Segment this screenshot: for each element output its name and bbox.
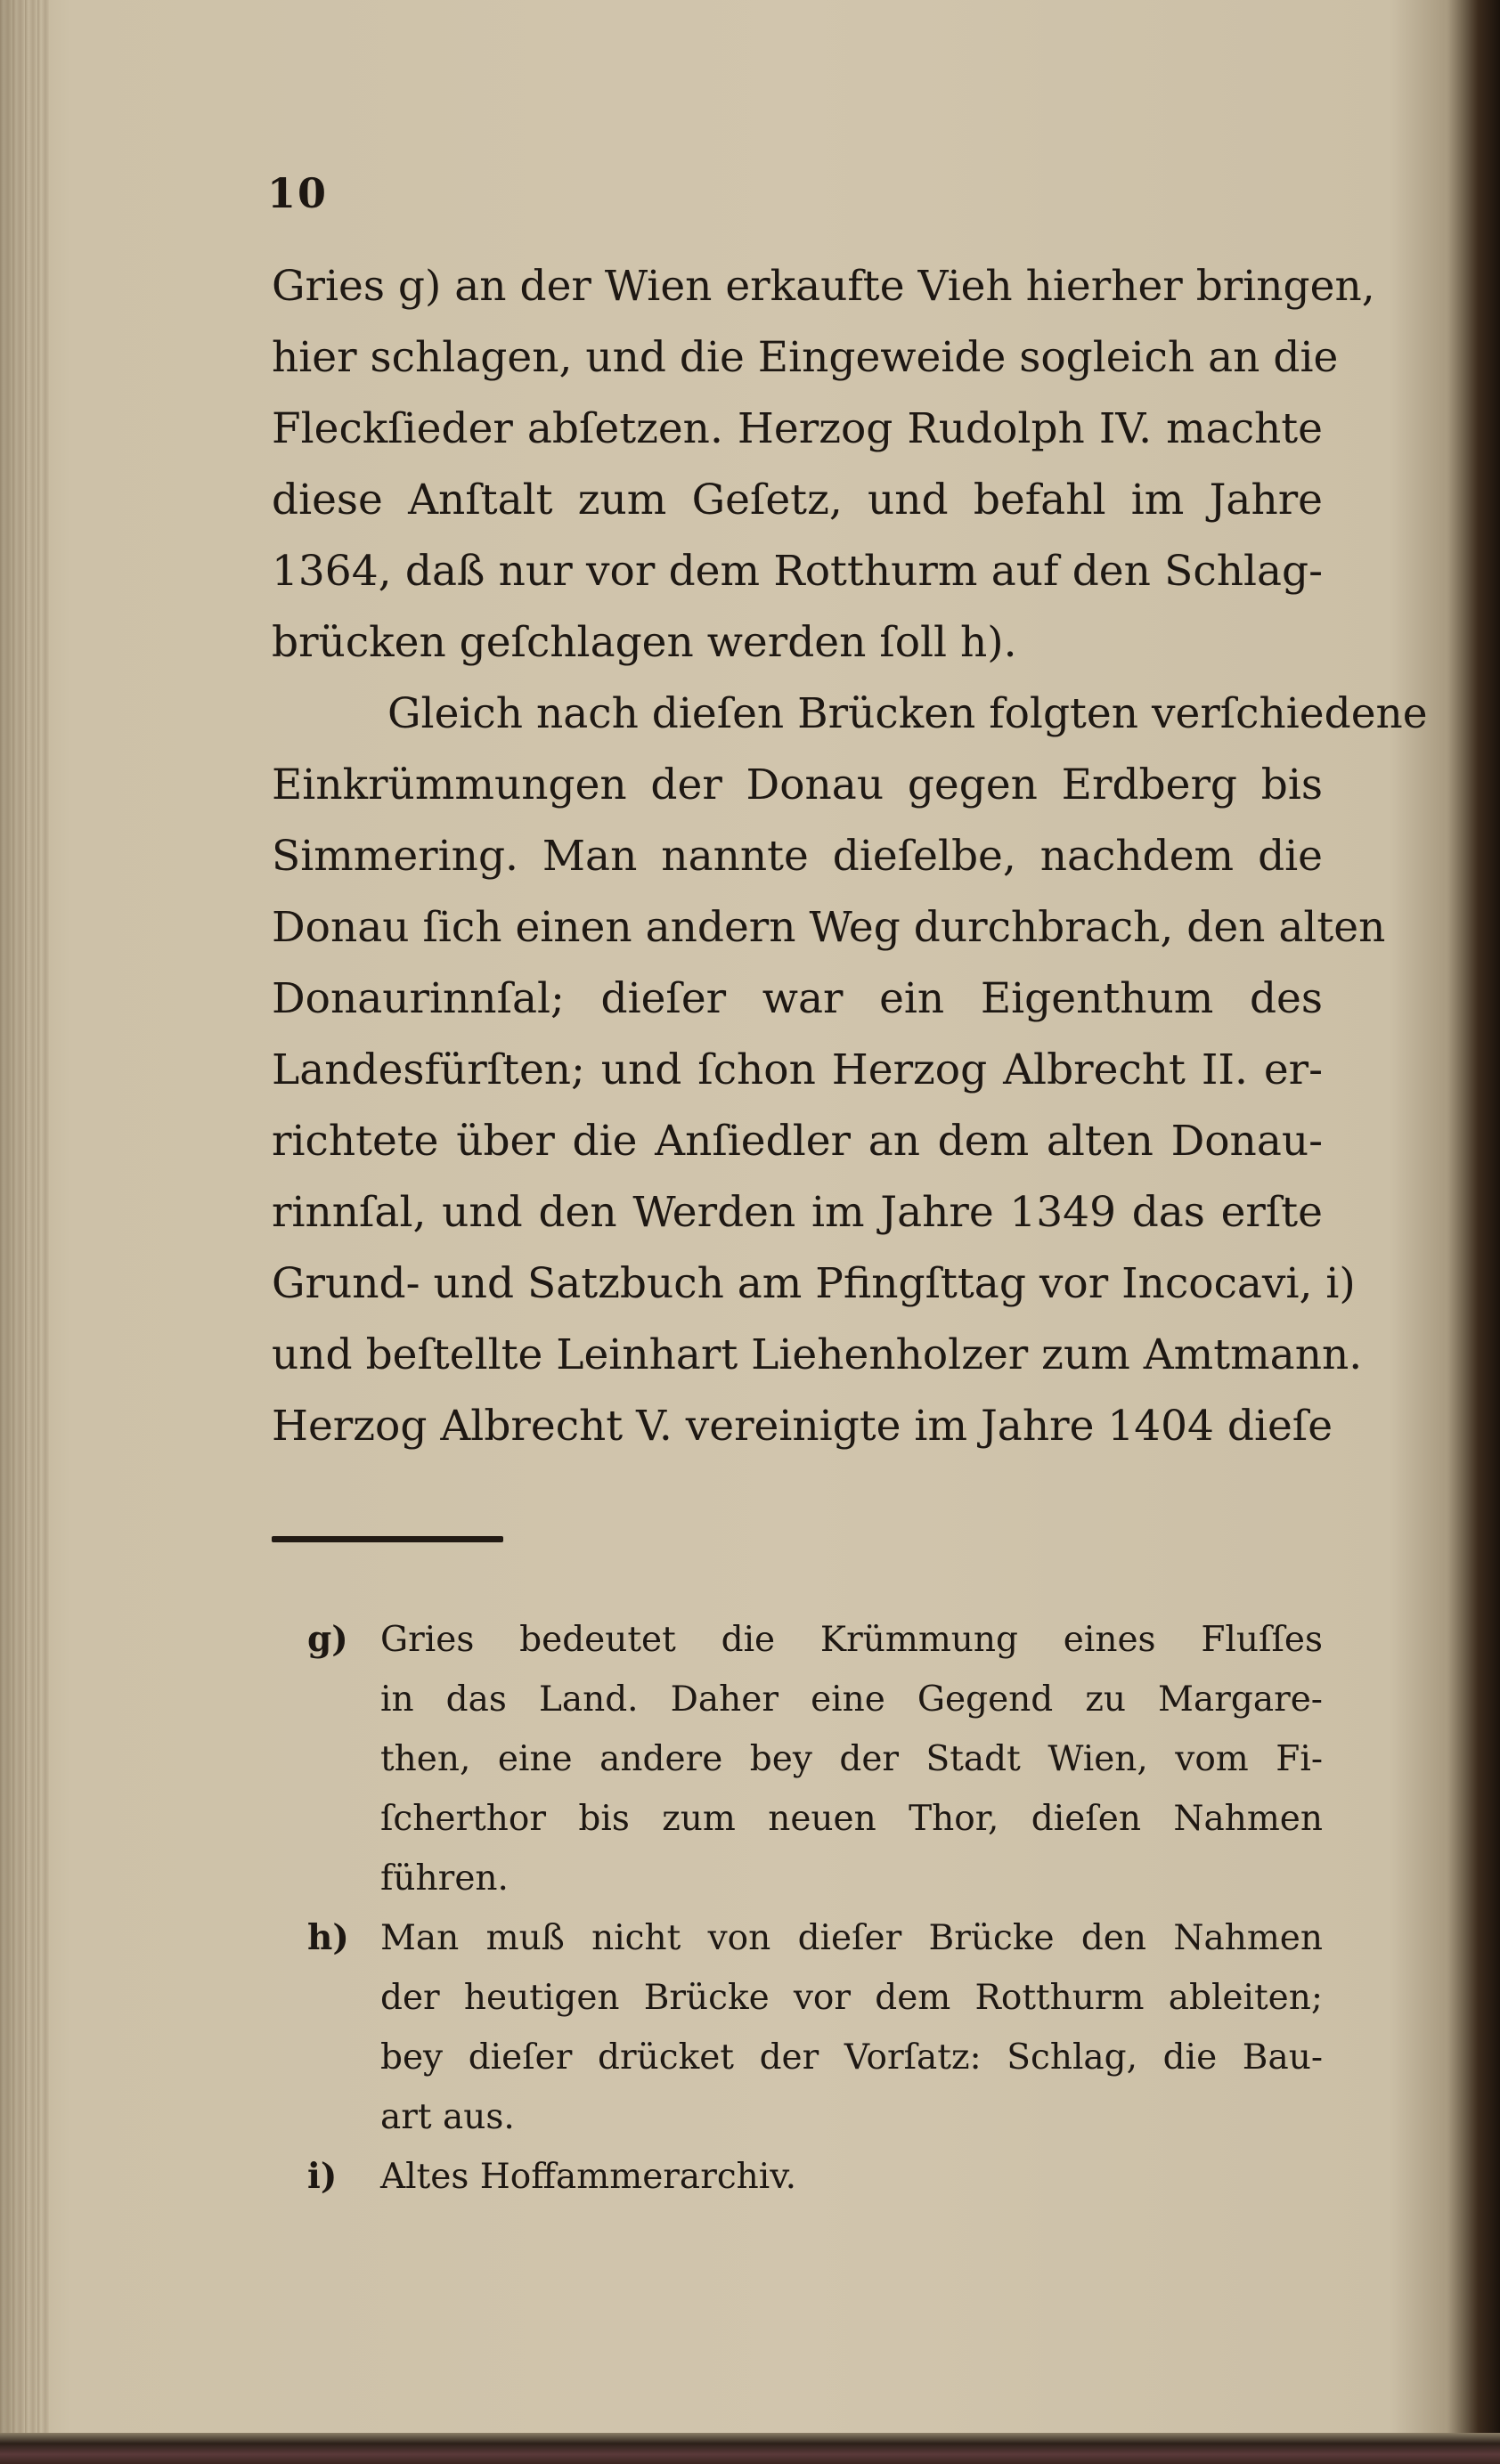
body-line: Simmering. Man nannte dieſelbe, nachdem die: [272, 832, 1323, 881]
footnote-line: Altes Hoffammerarchiv.: [380, 2157, 797, 2197]
body-line: brücken geſchlagen werden ſoll h).: [272, 618, 1017, 667]
footnote-separator-rule: [272, 1536, 503, 1542]
body-line: und beſtellte Leinhart Liehenholzer zum Amtmann.: [272, 1330, 1363, 1379]
body-line: rinnſal, und den Werden im Jahre 1349 das erſte: [272, 1188, 1323, 1237]
footnote-h: [307, 1908, 1323, 2147]
footnote-i: [307, 2147, 1323, 2207]
footnote-line: in das Land. Daher eine Gegend zu Margare-: [380, 1679, 1323, 1720]
body-line: diese Anſtalt zum Geſetz, und befahl im Jahre: [272, 476, 1323, 525]
body-line: Landesfürſten; und ſchon Herzog Albrecht II. er-: [272, 1045, 1323, 1094]
body-text: [272, 251, 1428, 1462]
body-line: Gries g) an der Wien erkaufte Vieh hierher bringen,: [272, 262, 1375, 311]
body-line: Fleckſieder abſetzen. Herzog Rudolph IV. machte: [272, 404, 1323, 453]
page-bottom-edge: [0, 2433, 1500, 2464]
body-line: hier schlagen, und die Eingeweide sogleich an die: [272, 333, 1339, 382]
footnote-g: [307, 1610, 1323, 1908]
body-line: Herzog Albrecht V. vereinigte im Jahre 1404 dieſe: [272, 1402, 1333, 1451]
footnotes: [307, 1610, 1323, 2207]
footnote-marker: h): [307, 1917, 349, 1958]
footnote-line: art aus.: [380, 2097, 515, 2137]
page-gutter: [0, 0, 49, 2464]
body-line: richtete über die Anſiedler an dem alten Donau-: [272, 1117, 1323, 1166]
body-line: Einkrümmungen der Donau gegen Erdberg bis: [272, 760, 1323, 809]
footnote-line: Gries bedeutet die Krümmung eines Fluſſes: [380, 1620, 1323, 1660]
footnote-line: führen.: [380, 1858, 509, 1899]
footnote-marker: g): [307, 1619, 348, 1660]
footnote-line: der heutigen Brücke vor dem Rotthurm ableiten;: [380, 1978, 1323, 2018]
footnote-line: ſcherthor bis zum neuen Thor, dieſen Nahmen: [380, 1799, 1323, 1839]
footnote-line: Man muß nicht von dieſer Brücke den Nahmen: [380, 1918, 1323, 1958]
page-number: 10: [267, 169, 329, 217]
footnote-line: then, eine andere bey der Stadt Wien, vom Fi-: [380, 1739, 1323, 1779]
body-line: Donaurinnſal; dieſer war ein Eigenthum des: [272, 974, 1323, 1023]
footnote-marker: i): [307, 2156, 338, 2197]
body-line: Donau ſich einen andern Weg durchbrach, den alten: [272, 903, 1386, 952]
body-line: Grund- und Satzbuch am Pfingſttag vor Incocavi, i): [272, 1259, 1356, 1308]
body-line: 1364, daß nur vor dem Rotthurm auf den Schlag-: [272, 547, 1323, 596]
body-line: Gleich nach dieſen Brücken folgten verſchiedene: [387, 689, 1428, 738]
footnote-line: bey dieſer drücket der Vorſatz: Schlag, die Bau-: [380, 2037, 1323, 2078]
